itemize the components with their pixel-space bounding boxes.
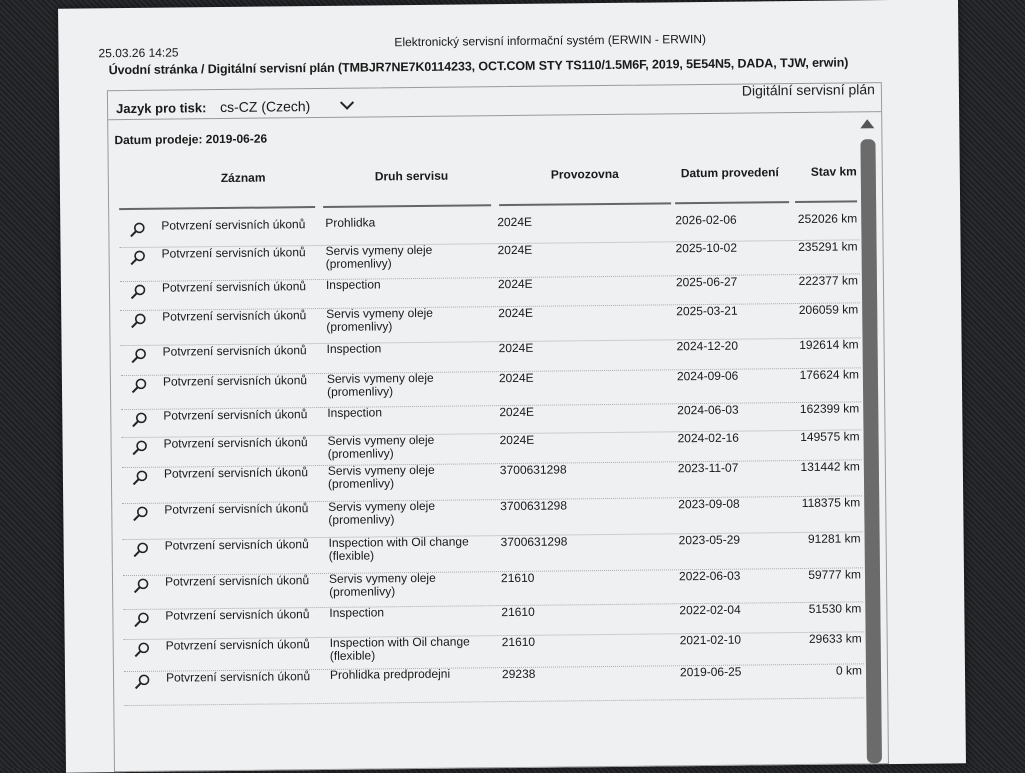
record-link[interactable]: Potvrzení servisních úkonů [162, 373, 308, 389]
service-date: 2022-02-04 [679, 602, 741, 618]
service-type [329, 535, 469, 562]
service-type-line: Servis vymeny oleje [328, 570, 436, 586]
service-type-line: Prohlidka predprodejni [329, 666, 451, 682]
record-link[interactable]: Potvrzení servisních úkonů [162, 343, 307, 359]
magnifier-icon[interactable] [132, 440, 148, 456]
service-date: 2019-06-25 [679, 664, 742, 680]
odometer: 59777 km [808, 567, 862, 582]
workshop: 2024E [499, 404, 535, 420]
workshop: 2024E [497, 214, 533, 230]
service-date: 2025-10-02 [675, 240, 738, 256]
language-select-value: cs-CZ (Czech) [219, 98, 311, 116]
workshop: 2024E [497, 276, 533, 292]
workshop: 2024E [497, 242, 533, 258]
service-type-line: Servis vymeny oleje [327, 462, 435, 478]
odometer: 176624 km [799, 367, 859, 382]
service-type [326, 307, 433, 334]
service-type [325, 216, 375, 230]
odometer: 192614 km [799, 337, 859, 352]
record-link[interactable]: Potvrzení servisních úkonů [161, 245, 306, 261]
service-date: 2023-05-29 [678, 532, 741, 548]
record-link[interactable]: Potvrzení servisních úkonů [161, 217, 306, 233]
magnifier-icon[interactable] [130, 250, 146, 266]
column-header-date: Datum provedení [680, 165, 779, 181]
language-label: Jazyk pro tisk: [115, 100, 207, 117]
service-type [326, 278, 381, 292]
magnifier-icon[interactable] [129, 222, 145, 238]
service-type [328, 464, 435, 491]
service-type-line: Servis vymeny oleje [326, 370, 434, 386]
service-type [330, 635, 470, 662]
odometer: 118375 km [801, 495, 861, 510]
odometer: 222377 km [798, 273, 858, 288]
workshop: 3700631298 [500, 498, 568, 514]
record-link[interactable]: Potvrzení servisních úkonů [163, 435, 308, 451]
service-type-line-2: (flexible) [328, 548, 375, 563]
workshop: 3700631298 [499, 462, 567, 478]
odometer: 131442 km [800, 459, 860, 474]
workshop: 21610 [501, 634, 536, 650]
service-date: 2024-02-16 [677, 430, 740, 446]
service-date: 2024-06-03 [677, 402, 739, 418]
record-link[interactable]: Potvrzení servisních úkonů [162, 308, 307, 324]
header-underline [675, 201, 789, 204]
odometer: 206059 km [798, 302, 859, 317]
odometer: 162399 km [799, 401, 860, 416]
service-type-line: Inspection with Oil change [328, 534, 469, 550]
service-type-line-2: (promenlivy) [326, 384, 394, 399]
magnifier-icon[interactable] [134, 642, 150, 658]
odometer: 149575 km [800, 429, 860, 444]
service-type [327, 342, 382, 356]
odometer: 252026 km [797, 211, 858, 226]
record-link[interactable]: Potvrzení servisních úkonů [164, 501, 309, 517]
service-type-line-2: (promenlivy) [328, 512, 395, 527]
magnifier-icon[interactable] [132, 506, 148, 522]
service-type-line: Servis vymeny oleje [327, 432, 435, 448]
header-underline [499, 202, 671, 206]
service-type-line: Inspection [325, 277, 381, 292]
service-type-line: Servis vymeny oleje [326, 305, 434, 321]
workshop: 2024E [498, 370, 534, 386]
odometer: 51530 km [808, 601, 862, 616]
record-link[interactable]: Potvrzení servisních úkonů [161, 279, 307, 295]
service-date: 2025-06-27 [675, 274, 738, 290]
service-type-line: Inspection [327, 405, 383, 420]
magnifier-icon[interactable] [134, 674, 150, 690]
record-link[interactable]: Potvrzení servisních úkonů [165, 607, 310, 623]
workshop: 2024E [499, 432, 535, 448]
header-underline [795, 200, 857, 203]
workshop: 3700631298 [500, 534, 568, 550]
scroll-up-arrow-icon[interactable] [860, 119, 874, 128]
workshop: 21610 [500, 570, 535, 586]
service-date: 2021-02-10 [679, 632, 742, 648]
workshop: 21610 [501, 604, 535, 620]
header-underline [119, 206, 315, 210]
odometer: 0 km [835, 663, 863, 678]
service-type-line: Inspection [329, 605, 385, 620]
magnifier-icon[interactable] [131, 378, 147, 394]
magnifier-icon[interactable] [130, 313, 146, 329]
service-date: 2024-12-20 [676, 338, 739, 354]
magnifier-icon[interactable] [133, 542, 149, 558]
column-header-km: Stav km [810, 164, 857, 179]
service-type-line-2: (flexible) [329, 648, 376, 663]
service-type-line-2: (promenlivy) [327, 446, 394, 461]
header-underline [323, 204, 491, 208]
printed-page [58, 0, 966, 773]
system-title: Elektronický servisní informační systém (ERWIN - ERWIN) [394, 31, 707, 50]
service-type [328, 500, 435, 527]
service-type-line: Servis vymeny oleje [328, 498, 436, 514]
service-type [327, 406, 382, 420]
magnifier-icon[interactable] [131, 348, 147, 364]
service-type-line: Prohlidka [325, 215, 376, 230]
service-type-line-2: (promenlivy) [325, 256, 392, 271]
magnifier-icon[interactable] [133, 612, 149, 628]
service-type [329, 572, 436, 599]
service-date: 2025-03-21 [676, 303, 738, 319]
breadcrumb[interactable]: Úvodní stránka / Digitální servisní plán (TMBJR7NE7K0114233, OCT.COM STY TS110/1.5M6F, 2019, 5E54N5, DADA, TJW, erwin) [108, 55, 849, 78]
column-header-workshop: Provozovna [550, 166, 619, 182]
odometer: 235291 km [798, 239, 858, 254]
odometer: 29633 km [808, 631, 862, 646]
service-date: 2024-09-06 [676, 368, 739, 384]
service-type-line-2: (promenlivy) [327, 476, 395, 491]
language-select[interactable] [218, 93, 368, 119]
odometer: 91281 km [807, 531, 861, 546]
workshop: 2024E [498, 340, 534, 356]
record-link[interactable]: Potvrzení servisních úkonů [163, 465, 309, 481]
record-link[interactable]: Potvrzení servisních úkonů [164, 537, 309, 553]
panel-title: Digitální servisní plán [741, 81, 875, 99]
service-type-line: Inspection with Oil change [329, 634, 470, 650]
column-header-service-type: Druh servisu [374, 168, 449, 184]
record-link[interactable]: Potvrzení servisních úkonů [164, 573, 310, 589]
service-plan-panel [107, 82, 889, 772]
service-type-line-2: (promenlivy) [326, 319, 393, 334]
magnifier-icon[interactable] [131, 412, 147, 428]
record-link[interactable]: Potvrzení servisních úkonů [165, 669, 311, 685]
record-link[interactable]: Potvrzení servisních úkonů [165, 637, 310, 653]
workshop: 29238 [501, 666, 536, 682]
service-type-line-2: (promenlivy) [329, 584, 396, 599]
magnifier-icon[interactable] [132, 470, 148, 486]
magnifier-icon[interactable] [130, 284, 146, 300]
service-type [330, 668, 450, 682]
service-type [326, 244, 433, 271]
service-type [329, 606, 384, 620]
record-link[interactable]: Potvrzení servisních úkonů [163, 407, 308, 423]
service-date: 2022-06-03 [678, 568, 741, 584]
service-type-line: Inspection [326, 341, 382, 356]
chevron-down-icon[interactable] [340, 96, 354, 110]
service-date: 2023-09-08 [678, 496, 740, 512]
magnifier-icon[interactable] [133, 578, 149, 594]
print-timestamp: 25.03.26 14:25 [98, 45, 179, 61]
service-type-line: Servis vymeny oleje [325, 242, 433, 258]
service-type [327, 372, 434, 399]
service-date: 2023-11-07 [677, 460, 739, 476]
service-date: 2026-02-06 [675, 212, 737, 228]
table-row [124, 663, 864, 706]
sale-date: Datum prodeje: 2019-06-26 [114, 131, 268, 148]
service-type [328, 434, 435, 461]
workshop: 2024E [498, 305, 534, 321]
column-header-record: Záznam [220, 170, 266, 186]
